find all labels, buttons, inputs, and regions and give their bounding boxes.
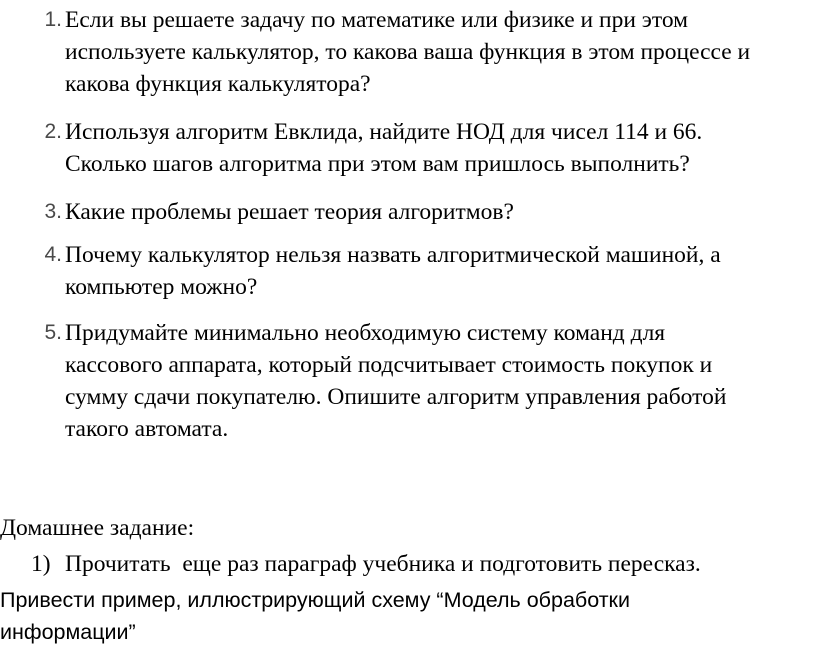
homework-example-line: Привести пример, иллюстрирующий схему “Модель обработки bbox=[0, 588, 630, 612]
question-line: такого автомата. bbox=[65, 416, 229, 442]
question-text bbox=[65, 4, 815, 100]
question-number: 2. bbox=[44, 120, 62, 143]
question-line: какова функция калькулятора? bbox=[65, 71, 371, 97]
homework-example-line: информации” bbox=[0, 620, 136, 644]
question-line: Если вы решаете задачу по математике или физике и при этом bbox=[65, 7, 688, 33]
homework-item-number: 1) bbox=[31, 551, 51, 577]
question-number: 4. bbox=[44, 243, 62, 266]
question-text bbox=[65, 116, 815, 180]
question-line: Почему калькулятор нельзя назвать алгоритмической машиной, а bbox=[65, 242, 721, 268]
question-number: 3. bbox=[44, 200, 62, 223]
question-line: используете калькулятор, то какова ваша функция в этом процессе и bbox=[65, 39, 751, 65]
question-text bbox=[65, 239, 815, 303]
homework-item-text: Прочитать еще раз параграф учебника и подготовить пересказ. bbox=[65, 551, 701, 577]
question-line: Придумайте минимально необходимую систему команд для bbox=[65, 320, 666, 346]
homework-heading: Домашнее задание: bbox=[0, 515, 195, 541]
question-number: 5. bbox=[44, 321, 62, 344]
question-line: Сколько шагов алгоритма при этом вам пришлось выполнить? bbox=[65, 151, 690, 177]
question-line: Используя алгоритм Евклида, найдите НОД для чисел 114 и 66. bbox=[65, 119, 703, 145]
question-line: сумму сдачи покупателю. Опишите алгоритм управления работой bbox=[65, 384, 727, 410]
question-text bbox=[65, 317, 815, 445]
question-number: 1. bbox=[44, 8, 62, 31]
question-line: компьютер можно? bbox=[65, 274, 258, 300]
question-text bbox=[65, 196, 815, 228]
question-line: кассового аппарата, который подсчитывает стоимость покупок и bbox=[65, 352, 713, 378]
question-line: Какие проблемы решает теория алгоритмов? bbox=[65, 199, 514, 225]
